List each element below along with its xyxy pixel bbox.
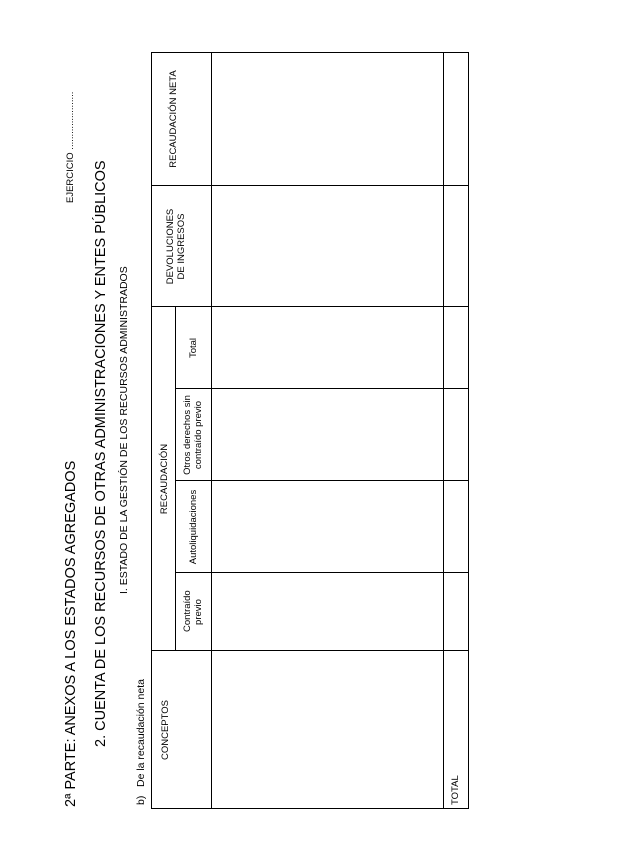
- header-autoliquidaciones: Autoliquidaciones: [187, 489, 199, 565]
- header-contraido-previo: Contraído previo: [182, 590, 204, 632]
- total-row-rule: [443, 52, 444, 809]
- section-title: 2. CUENTA DE LOS RECURSOS DE OTRAS ADMINISTRACIONES Y ENTES PÚBLICOS: [93, 160, 109, 747]
- header-conceptos: CONCEPTOS: [160, 700, 171, 761]
- col-rule-contraido: [175, 572, 469, 573]
- col-rule-otros: [175, 388, 469, 389]
- part-title: 2ª PARTE: ANEXOS A LOS ESTADOS AGREGADOS: [63, 460, 79, 807]
- item-title: De la recaudación neta: [135, 679, 147, 787]
- header-otros-derechos: Otros derechos sin contraído previo: [182, 395, 204, 475]
- row-total-label: TOTAL: [450, 775, 461, 805]
- header-total: Total: [187, 337, 199, 359]
- header-recaudacion-neta: RECAUDACIÓN NETA: [168, 70, 179, 168]
- header-recaudacion: RECAUDACIÓN: [159, 443, 170, 515]
- col-rule-autoliq: [175, 480, 469, 481]
- exercise-label: EJERCICIO ......................: [65, 91, 76, 203]
- subsection-title: I. ESTADO DE LA GESTIÓN DE LOS RECURSOS ADMINISTRADOS: [118, 266, 130, 594]
- header-bottom-rule: [211, 52, 212, 809]
- header-devoluciones: DEVOLUCIONES DE INGRESOS: [165, 208, 187, 285]
- item-letter: b): [135, 795, 147, 805]
